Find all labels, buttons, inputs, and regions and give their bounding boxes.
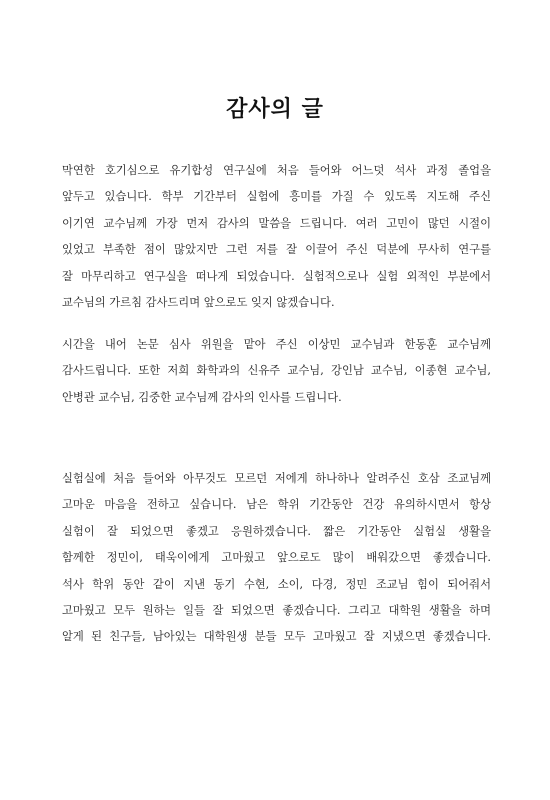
paragraph-line: 실험이 잘 되었으면 좋겠고 응원하겠습니다. 짧은 기간동안 실험실 생활을: [62, 524, 491, 538]
paragraph-2: [62, 332, 491, 411]
page-title: 감사의 글: [226, 97, 324, 122]
paragraph-line: 교수님의 가르침 감사드리며 앞으로도 잊지 않겠습니다.: [62, 295, 335, 309]
paragraph-1: [62, 158, 491, 316]
paragraph-line: 고마웠고 모두 원하는 일들 잘 되었으면 좋겠습니다. 그리고 대학원 생활을 하며: [62, 603, 491, 617]
paragraph-line: 석사 학위 동안 같이 지낸 동기 수현, 소이, 다경, 정민 조교님 힘이 되어줘서: [62, 577, 491, 591]
paragraph-line: 실험실에 처음 들어와 아무것도 모르던 저에게 하나하나 알려주신 호삼 조교님께: [62, 472, 491, 485]
paragraph-line: 함께한 정민이, 태욱이에게 고마웠고 앞으로도 많이 배워갔으면 좋겠습니다.: [62, 551, 491, 565]
paragraph-line: 앞두고 있습니다. 학부 기간부터 실험에 흥미를 가질 수 있도록 지도해 주신: [62, 190, 491, 204]
paragraph-line: 잘 마무리하고 연구실을 떠나게 되었습니다. 실험적으로나 실험 외적인 부분에서: [62, 269, 491, 283]
paragraph-line: 안병관 교수님, 김중한 교수님께 감사의 인사를 드립니다.: [62, 390, 342, 404]
paragraph-line: 감사드립니다. 또한 저희 화학과의 신유주 교수님, 강인남 교수님, 이종현 교수님,: [62, 364, 491, 378]
paragraph-line: 알게 된 친구들, 남아있는 대학원생 분들 모두 고마웠고 잘 지냈으면 좋겠습니다.: [62, 630, 491, 644]
paragraph-line: 이기연 교수님께 가장 먼저 감사의 말씀을 드립니다. 여러 고민이 많던 시절이: [62, 216, 491, 230]
paragraph-line: 고마운 마음을 전하고 싶습니다. 남은 학위 기간동안 건강 유의하시면서 항상: [62, 498, 491, 512]
paragraph-3: [62, 466, 491, 651]
paragraph-line: 있었고 부족한 점이 많았지만 그런 저를 잘 이끌어 주신 덕분에 무사히 연구를: [62, 243, 491, 257]
paragraph-line: 시간을 내어 논문 심사 위원을 맡아 주신 이상민 교수님과 한동훈 교수님께: [62, 338, 491, 351]
paragraph-line: 막연한 호기심으로 유기합성 연구실에 처음 들어와 어느덧 석사 과정 졸업을: [62, 164, 491, 177]
